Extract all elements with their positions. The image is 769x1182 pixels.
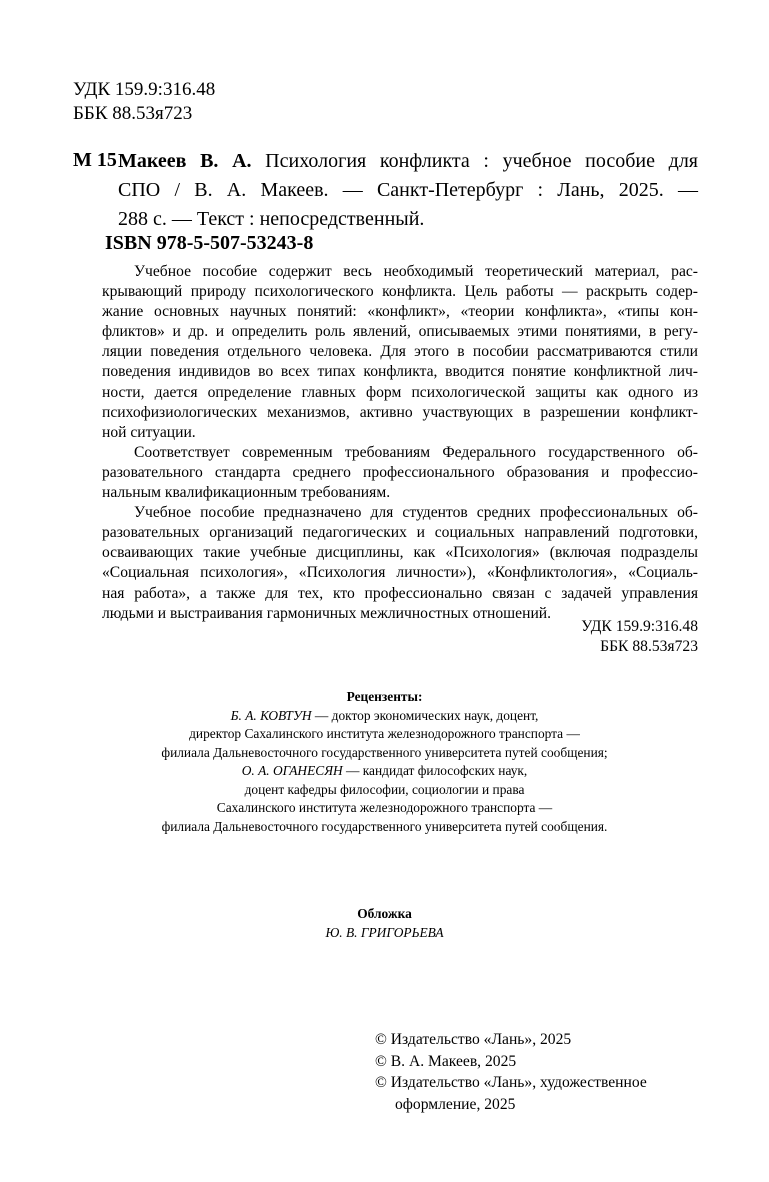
author-mark: М 15 (73, 149, 117, 171)
bbk-code: ББК 88.53я723 (73, 103, 193, 124)
abstract-line: ляции поведения отдельного человека. Для этого в пособии рассматриваются стили (102, 343, 698, 361)
cover-title: Обложка (357, 906, 412, 921)
book-title: Психология конфликта : учебное пособие для (251, 150, 698, 172)
abstract-line: осваивающих такие учебные дисциплины, как «Психология» (включая подразделы (102, 544, 698, 562)
abstract-line: разовательных организаций педагогических и социальных направлений подготовки, (102, 524, 698, 542)
abstract-line: крывающий природу психологического конфликта. Цель работы — раскрыть содер- (102, 283, 698, 301)
copyright-line: © Издательство «Лань», 2025 (375, 1031, 572, 1048)
biblio-line-3: 288 с. — Текст : непосредственный. (118, 208, 425, 230)
copyright-line: оформление, 2025 (395, 1095, 516, 1113)
copyright-line: © Издательство «Лань», художественное (375, 1074, 647, 1091)
reviewer-1-line-3: филиала Дальневосточного государственного университета путей сообщения; (161, 744, 608, 760)
reviewer-1-degree: — доктор экономических наук, доцент, (311, 707, 539, 723)
isbn: ISBN 978-5-507-53243-8 (105, 232, 314, 254)
cover-credit (0, 905, 769, 942)
reviewers-block (0, 688, 769, 836)
copyright-block (375, 1029, 647, 1115)
reviewer-1-line-2: директор Сахалинского института железнодорожного транспорта — (189, 726, 580, 741)
bbk-code-right: ББК 88.53я723 (600, 638, 698, 655)
abstract-line: Учебное пособие содержит весь необходимый теоретический материал, рас- (134, 263, 698, 280)
copyright-line: © В. А. Макеев, 2025 (375, 1052, 517, 1070)
abstract (102, 262, 698, 624)
abstract-line: ная работа», а также для тех, кто профессионально связан с задачей управления (102, 584, 698, 602)
udk-code-right: УДК 159.9:316.48 (581, 618, 698, 635)
biblio-line-1 (118, 147, 698, 176)
author-name: Макеев В. А. (118, 150, 252, 172)
reviewer-2-line-1 (0, 762, 769, 781)
abstract-line: Соответствует современным требованиям Федерального государственного об- (134, 443, 698, 461)
abstract-line: ности, дается определение главных форм психологической защиты как одного из (102, 383, 698, 401)
reviewer-2-line-4: филиала Дальневосточного государственного университета путей сообщения. (161, 818, 608, 834)
abstract-line: психофизиологических механизмов, активно участвующих в разрешении конфликт- (102, 403, 698, 421)
classification-codes-right (581, 617, 698, 657)
cover-designer: Ю. В. ГРИГОРЬЕВА (325, 924, 444, 940)
abstract-line: ной ситуации. (102, 423, 196, 441)
reviewer-1-line-1 (0, 707, 769, 726)
abstract-line: жание основных научных понятий: «конфликт», «теории конфликта», «типы кон- (102, 303, 698, 321)
abstract-line: поведения индивидов во всех типах конфликта, вводится понятие конфликтной лич- (102, 363, 698, 381)
abstract-line: нальным квалификационным требованиям. (102, 484, 391, 502)
reviewer-2-name: О. А. ОГАНЕСЯН (241, 763, 343, 778)
reviewer-1-name: Б. А. КОВТУН (230, 707, 312, 723)
biblio-line-2: СПО / В. А. Макеев. — Санкт-Петербург : Лань, 2025. — (118, 179, 698, 201)
reviewer-2-degree: — кандидат философских наук, (342, 763, 528, 778)
bibliographic-record (118, 147, 698, 234)
abstract-line: «Социальная психология», «Психология личности»), «Конфликтология», «Социаль- (102, 564, 698, 582)
abstract-line: фликтов» и др. и определить роль явлений, описываемых этими понятиями, в регу- (102, 323, 698, 341)
top-classification-codes (73, 78, 215, 126)
reviewer-2-line-3: Сахалинского института железнодорожного транспорта — (216, 800, 553, 815)
abstract-line: Учебное пособие предназначено для студентов средних профессиональных об- (134, 504, 698, 522)
reviewers-title: Рецензенты: (346, 689, 423, 704)
reviewer-2-line-2: доцент кафедры философии, социологии и права (244, 781, 525, 797)
abstract-line: людьми и выстраивания гармоничных межличностных отношений. (102, 604, 552, 622)
abstract-line: разовательного стандарта среднего профессионального образования и профессио- (102, 463, 698, 481)
udk-code: УДК 159.9:316.48 (73, 79, 216, 100)
